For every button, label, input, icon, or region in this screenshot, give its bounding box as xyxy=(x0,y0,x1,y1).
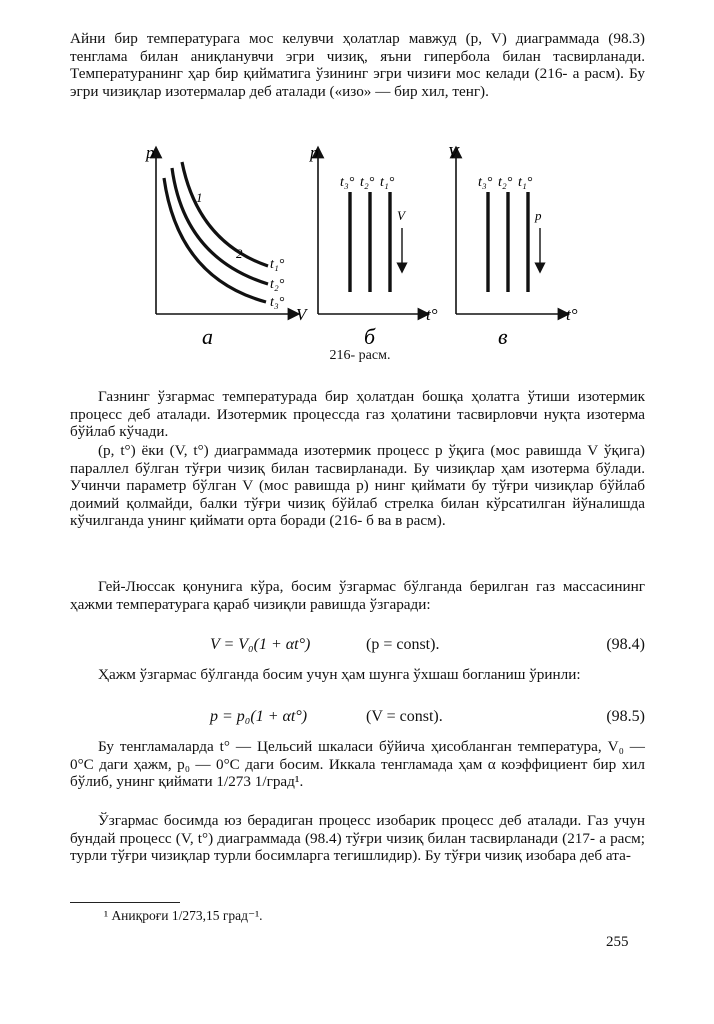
paragraph-gay-lussac: Гей-Люссак қонунига кўра, босим ўзгармас бўлганда берилган газ массасининг ҳажми температурага қараб чизиқли равишда ўзгаради: xyxy=(70,578,645,613)
panel-a-x-label: V xyxy=(296,305,307,324)
curve-label-t3: t₃° xyxy=(270,295,285,310)
figure-caption: 216- расм. xyxy=(329,348,391,363)
paragraph-pt-vt-diagrams: (p, t°) ёки (V, t°) диаграммада изотермик процесс p ўқига (мос равишда V ўқига) параллел бўлган тўғри чизиқ билан тасвирланади. Бу чизиқлар ҳам изотерма бўлади. Учинчи параметр бўлган V (мос равишда p) нинг қиймати бу тўғри чизиқлар бўйлаб доимий қолмайди, балки тўғри чизиқ бўйлаб стрелка билан кўрсатилган йўналишда кўчилганда унинг қиймати орта боради (216- б ва в расм). xyxy=(70,442,645,530)
equation-98-5-condition: (V = const). xyxy=(366,708,443,725)
footnote-marker: ¹ xyxy=(104,908,109,923)
paragraph-isothermal-process xyxy=(70,388,645,441)
equation-98-4-condition: (p = const). xyxy=(366,636,440,653)
panel-a xyxy=(145,143,309,349)
line-label-t1: t₁° xyxy=(518,175,533,190)
point-label-2: 2 xyxy=(236,246,243,261)
point-label-1: 1 xyxy=(196,190,203,205)
equation-98-5 xyxy=(70,708,645,730)
line-label-t1: t₁° xyxy=(380,175,395,190)
panel-a-label: а xyxy=(202,324,213,349)
paragraph-isotherm-intro: Айни бир температурага мос келувчи ҳолатлар мавжуд (p, V) диаграммада (98.3) тенглама билан аниқланувчи эгри чизиқ, яъни гипербола билан тасвирланади. Температуранинг ҳар бир қийматига ўзининг эгри чизиғи мос келади (216- а расм). Бу эгри чизиқлар изотермалар деб аталади («изо» — бир хил, тенг). xyxy=(70,30,645,100)
equation-98-4-formula: V = V₀(1 + αt°) xyxy=(210,636,311,653)
curve-label-t2: t₂° xyxy=(270,277,285,292)
paragraph-isothermal-process-text: Газнинг ўзгармас температурада бир ҳолатдан бошқа ҳолатга ўтиши изотермик процесс деб аталади. Изотермик процессда газ ҳолатини тасвирловчи нуқта изотерма бўйлаб кўчади. xyxy=(70,388,645,441)
panel-c-label: в xyxy=(498,324,508,349)
panel-a-y-label: p xyxy=(146,143,155,162)
page-number: 255 xyxy=(606,934,629,950)
panel-c xyxy=(448,143,578,349)
panel-c-arrow-label: p xyxy=(535,208,542,223)
isotherm-curve-t1 xyxy=(182,162,268,266)
paragraph-isochoric: Ҳажм ўзгармас бўлганда босим учун ҳам шунга ўхшаш богланиш ўринли: xyxy=(98,666,581,683)
footnote-rule xyxy=(70,902,180,903)
line-label-t3: t₃° xyxy=(478,175,493,190)
panel-b xyxy=(309,143,438,349)
panel-c-x-label: t° xyxy=(566,305,578,324)
panel-b-x-label: t° xyxy=(426,305,438,324)
line-label-t2: t₂° xyxy=(360,175,375,190)
equation-98-5-number: (98.5) xyxy=(606,708,645,725)
isotherm-curve-t2 xyxy=(172,168,268,284)
line-label-t3: t₃° xyxy=(340,175,355,190)
curve-label-t1: t₁° xyxy=(270,257,285,272)
equation-98-5-formula: p = p₀(1 + αt°) xyxy=(210,708,308,725)
panel-c-y-label: V xyxy=(448,143,459,162)
figure-216 xyxy=(118,138,598,374)
equation-98-4 xyxy=(70,636,645,658)
footnote-text xyxy=(104,908,263,924)
paragraph-equation-terms: Бу тенгламаларда t° — Цельсий шкаласи бўйича ҳисобланган температура, V₀ — 0°C даги ҳажм, p₀ — 0°C даги босим. Иккала тенгламада ҳам α коэффициент бир хил бўлиб, унинг қиймати 1/273 1/град¹. xyxy=(70,738,645,791)
footnote-body: Аниқроғи 1/273,15 град⁻¹. xyxy=(111,908,263,923)
paragraph-isobaric-process: Ўзгармас босимда юз берадиган процесс изобарик процесс деб аталади. Газ учун бундай процесс (V, t°) диаграммада (98.4) тўғри чизиқ билан тасвирланади (217- а расм; турли тўғри чизиқлар турли босимларга тегишлидир). Бу тўғри чизиқ изобара деб ата- xyxy=(70,812,645,865)
equation-98-4-number: (98.4) xyxy=(606,636,645,653)
panel-b-arrow-label: V xyxy=(397,208,405,223)
panel-b-y-label: p xyxy=(310,143,319,162)
line-label-t2: t₂° xyxy=(498,175,513,190)
panel-b-label: б xyxy=(364,324,376,349)
figure-216-drawing xyxy=(118,138,598,374)
